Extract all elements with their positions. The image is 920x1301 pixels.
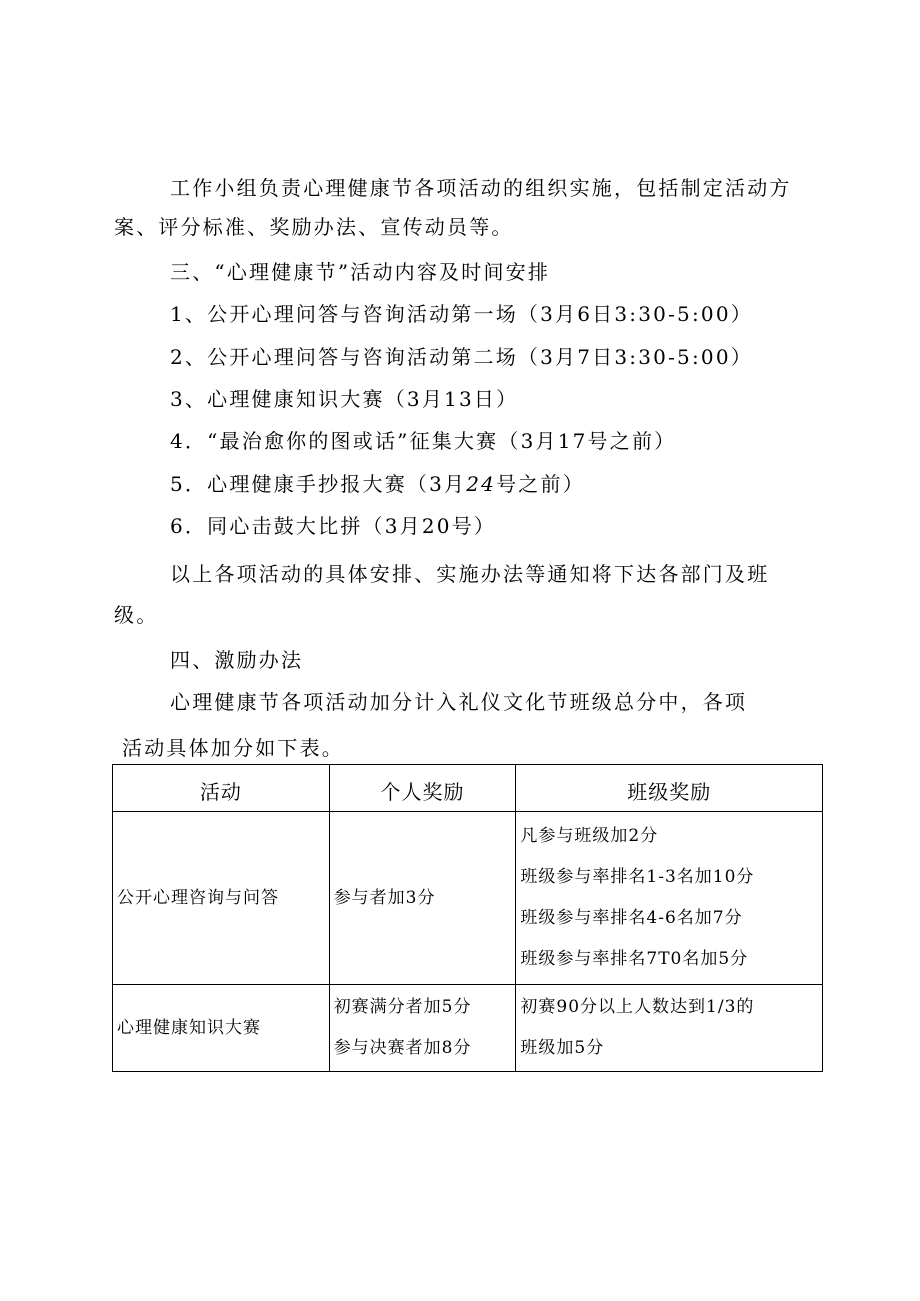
table-header-row: [113, 765, 823, 812]
paragraph-notice-line1: 以上各项活动的具体安排、实施办法等通知将下达各部门及班: [170, 562, 770, 586]
class-reward-line: 班级参与率排名4-6名加7分: [520, 908, 743, 928]
cell-class-reward: [516, 985, 823, 1072]
section-3-heading: 三、“心理健康节”活动内容及时间安排: [170, 260, 551, 284]
activity-name: 心理健康知识大赛: [117, 1017, 261, 1038]
paragraph-incentive-line1: 心理健康节各项活动加分计入礼仪文化节班级总分中，各项: [170, 690, 748, 714]
paragraph-notice-line2: 级。: [114, 603, 159, 627]
table-row: [113, 985, 823, 1072]
activity-item-4: 4．“最治愈你的图或话”征集大赛（3月17号之前）: [170, 429, 677, 453]
section-4-heading: 四、激励办法: [170, 648, 304, 672]
class-reward-line: 班级加5分: [520, 1038, 605, 1058]
activity-item-6: 6．同心击鼓大比拼（3月20号）: [170, 514, 497, 538]
rewards-table: [112, 764, 823, 1072]
class-reward-line: 初赛90分以上人数达到1/3的: [520, 997, 755, 1017]
class-reward-line: 凡参与班级加2分: [520, 826, 659, 846]
activity-item-5-text-pre: 5．心理健康手抄报大赛（3月: [170, 472, 467, 496]
cell-personal-reward: [329, 985, 516, 1072]
cell-activity: [113, 985, 330, 1072]
activity-item-3: 3、心理健康知识大赛（3月13日）: [170, 387, 519, 411]
activity-item-5-date-number: 24: [466, 472, 497, 496]
cell-class-reward: [516, 812, 823, 985]
table-row: [113, 812, 823, 985]
class-reward-line: 班级参与率排名7T0名加5分: [520, 949, 749, 969]
paragraph-work-group-line2: 案、评分标准、奖励办法、宣传动员等。: [114, 215, 514, 239]
cell-personal-reward: [329, 812, 516, 985]
activity-name: 公开心理咨询与问答: [117, 887, 279, 908]
personal-reward-line: 参与者加3分: [333, 887, 436, 908]
cell-activity: [113, 812, 330, 985]
header-personal-reward: 个人奖励: [329, 765, 516, 812]
class-reward-line: 班级参与率排名1-3名加10分: [520, 867, 755, 887]
header-class-reward: 班级奖励: [516, 765, 823, 812]
activity-item-2: 2、公开心理问答与咨询活动第二场（3月7日3:30-5:00）: [170, 345, 753, 369]
personal-reward-line: 参与决赛者加8分: [333, 1038, 472, 1058]
personal-reward-line: 初赛满分者加5分: [333, 997, 472, 1017]
header-activity: 活动: [113, 765, 330, 812]
activity-item-5: [170, 470, 585, 498]
activity-item-5-text-post: 号之前）: [496, 472, 585, 496]
paragraph-work-group-line1: 工作小组负责心理健康节各项活动的组织实施，包括制定活动方: [170, 176, 792, 200]
activity-item-1: 1、公开心理问答与咨询活动第一场（3月6日3:30-5:00）: [170, 302, 753, 326]
paragraph-incentive-line2: 活动具体加分如下表。: [122, 736, 344, 760]
